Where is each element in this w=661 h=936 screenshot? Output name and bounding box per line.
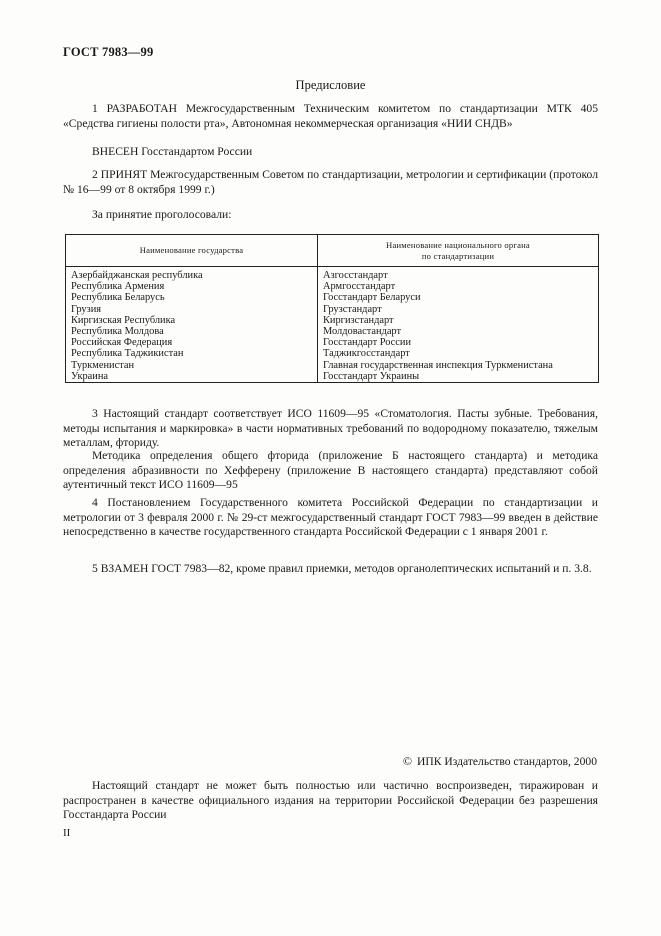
body-cell: Азгосстандарт	[318, 267, 599, 282]
table-row	[66, 337, 599, 348]
body-cell: Главная государственная инспекция Туркменистана	[318, 360, 599, 371]
table-header-row	[66, 235, 599, 267]
table-row	[66, 267, 599, 282]
body-cell: Госстандарт Беларуси	[318, 292, 599, 303]
state-cell: Республика Молдова	[66, 326, 318, 337]
state-cell: Республика Беларусь	[66, 292, 318, 303]
copyright-text: ИПК Издательство стандартов, 2000	[416, 755, 597, 768]
body-cell: Грузстандарт	[318, 304, 599, 315]
item-adopted: 2 ПРИНЯТ Межгосударственным Советом по стандартизации, метрологии и сертификации (протокол № 16—99 от 8 октября 1999 г.)	[63, 168, 598, 196]
voting-states-table	[65, 234, 599, 383]
item-introduced: ВНЕСЕН Госстандартом России	[92, 145, 253, 158]
table-row	[66, 315, 599, 326]
body-cell: Госстандарт России	[318, 337, 599, 348]
table-row	[66, 304, 599, 315]
state-cell: Республика Таджикистан	[66, 348, 318, 359]
voted-caption: За принятие проголосовали:	[92, 208, 232, 221]
body-cell: Госстандарт Украины	[318, 371, 599, 383]
body-cell: Армгосстандарт	[318, 281, 599, 292]
table-row	[66, 326, 599, 337]
table-row	[66, 360, 599, 371]
table-row	[66, 371, 599, 383]
section-title: Предисловие	[295, 78, 366, 92]
body-cell: Таджикгосстандарт	[318, 348, 599, 359]
body-cell: Киргизстандарт	[318, 315, 599, 326]
body-cell: Молдовастандарт	[318, 326, 599, 337]
page-number: II	[63, 827, 71, 839]
column-header-body-line1: Наименование национального органа	[386, 239, 530, 250]
item-developed: 1 РАЗРАБОТАН Межгосударственным Техническим комитетом по стандартизации МТК 405 «Средства гигиены полости рта», Автономная некоммерческая организация «НИИ СНДВ»	[63, 102, 598, 130]
state-cell: Азербайджанская республика	[66, 267, 318, 282]
state-cell: Украина	[66, 371, 318, 383]
table-row	[66, 292, 599, 303]
state-cell: Грузия	[66, 304, 318, 315]
document-code-header: ГОСТ 7983—99	[63, 45, 154, 59]
reproduction-notice: Настоящий стандарт не может быть полностью или частично воспроизведен, тиражирован и распространен в качестве официального издания на территории Российской Федерации без разрешения Госстандарта России	[63, 779, 598, 821]
table-row	[66, 281, 599, 292]
state-cell: Российская Федерация	[66, 337, 318, 348]
column-header-body-line2: по стандартизации	[421, 250, 495, 261]
table-row	[66, 348, 599, 359]
item-replaces: 5 ВЗАМЕН ГОСТ 7983—82, кроме правил приемки, методов органолептических испытаний и п. 3.8.	[92, 562, 592, 575]
column-header-state: Наименование государства	[66, 235, 318, 267]
copyright-icon: ©	[402, 754, 412, 768]
item-compliance: 3 Настоящий стандарт соответствует ИСО 11609—95 «Стоматология. Пасты зубные. Требования, методы испытания и маркировка» в части нормативных требований по водородному показателю, тяжелым металлам, фториду.	[63, 407, 598, 449]
column-header-body	[318, 235, 599, 267]
copyright-line	[403, 754, 597, 769]
state-cell: Республика Армения	[66, 281, 318, 292]
state-cell: Туркменистан	[66, 360, 318, 371]
item-resolution: 4 Постановлением Государственного комитета Российской Федерации по стандартизации и метрологии от 3 февраля 2000 г. № 29-ст межгосударственный стандарт ГОСТ 7983—99 введен в действие непосредственно в качестве государственного стандарта Российской Федерации с 1 января 2001 г.	[63, 496, 598, 538]
state-cell: Киргизская Республика	[66, 315, 318, 326]
item-compliance-methods: Методика определения общего фторида (приложение Б настоящего стандарта) и методика определения абразивности по Хефферену (приложение В настоящего стандарта) представляют собой аутентичный текст ИСО 11609—95	[63, 449, 598, 491]
